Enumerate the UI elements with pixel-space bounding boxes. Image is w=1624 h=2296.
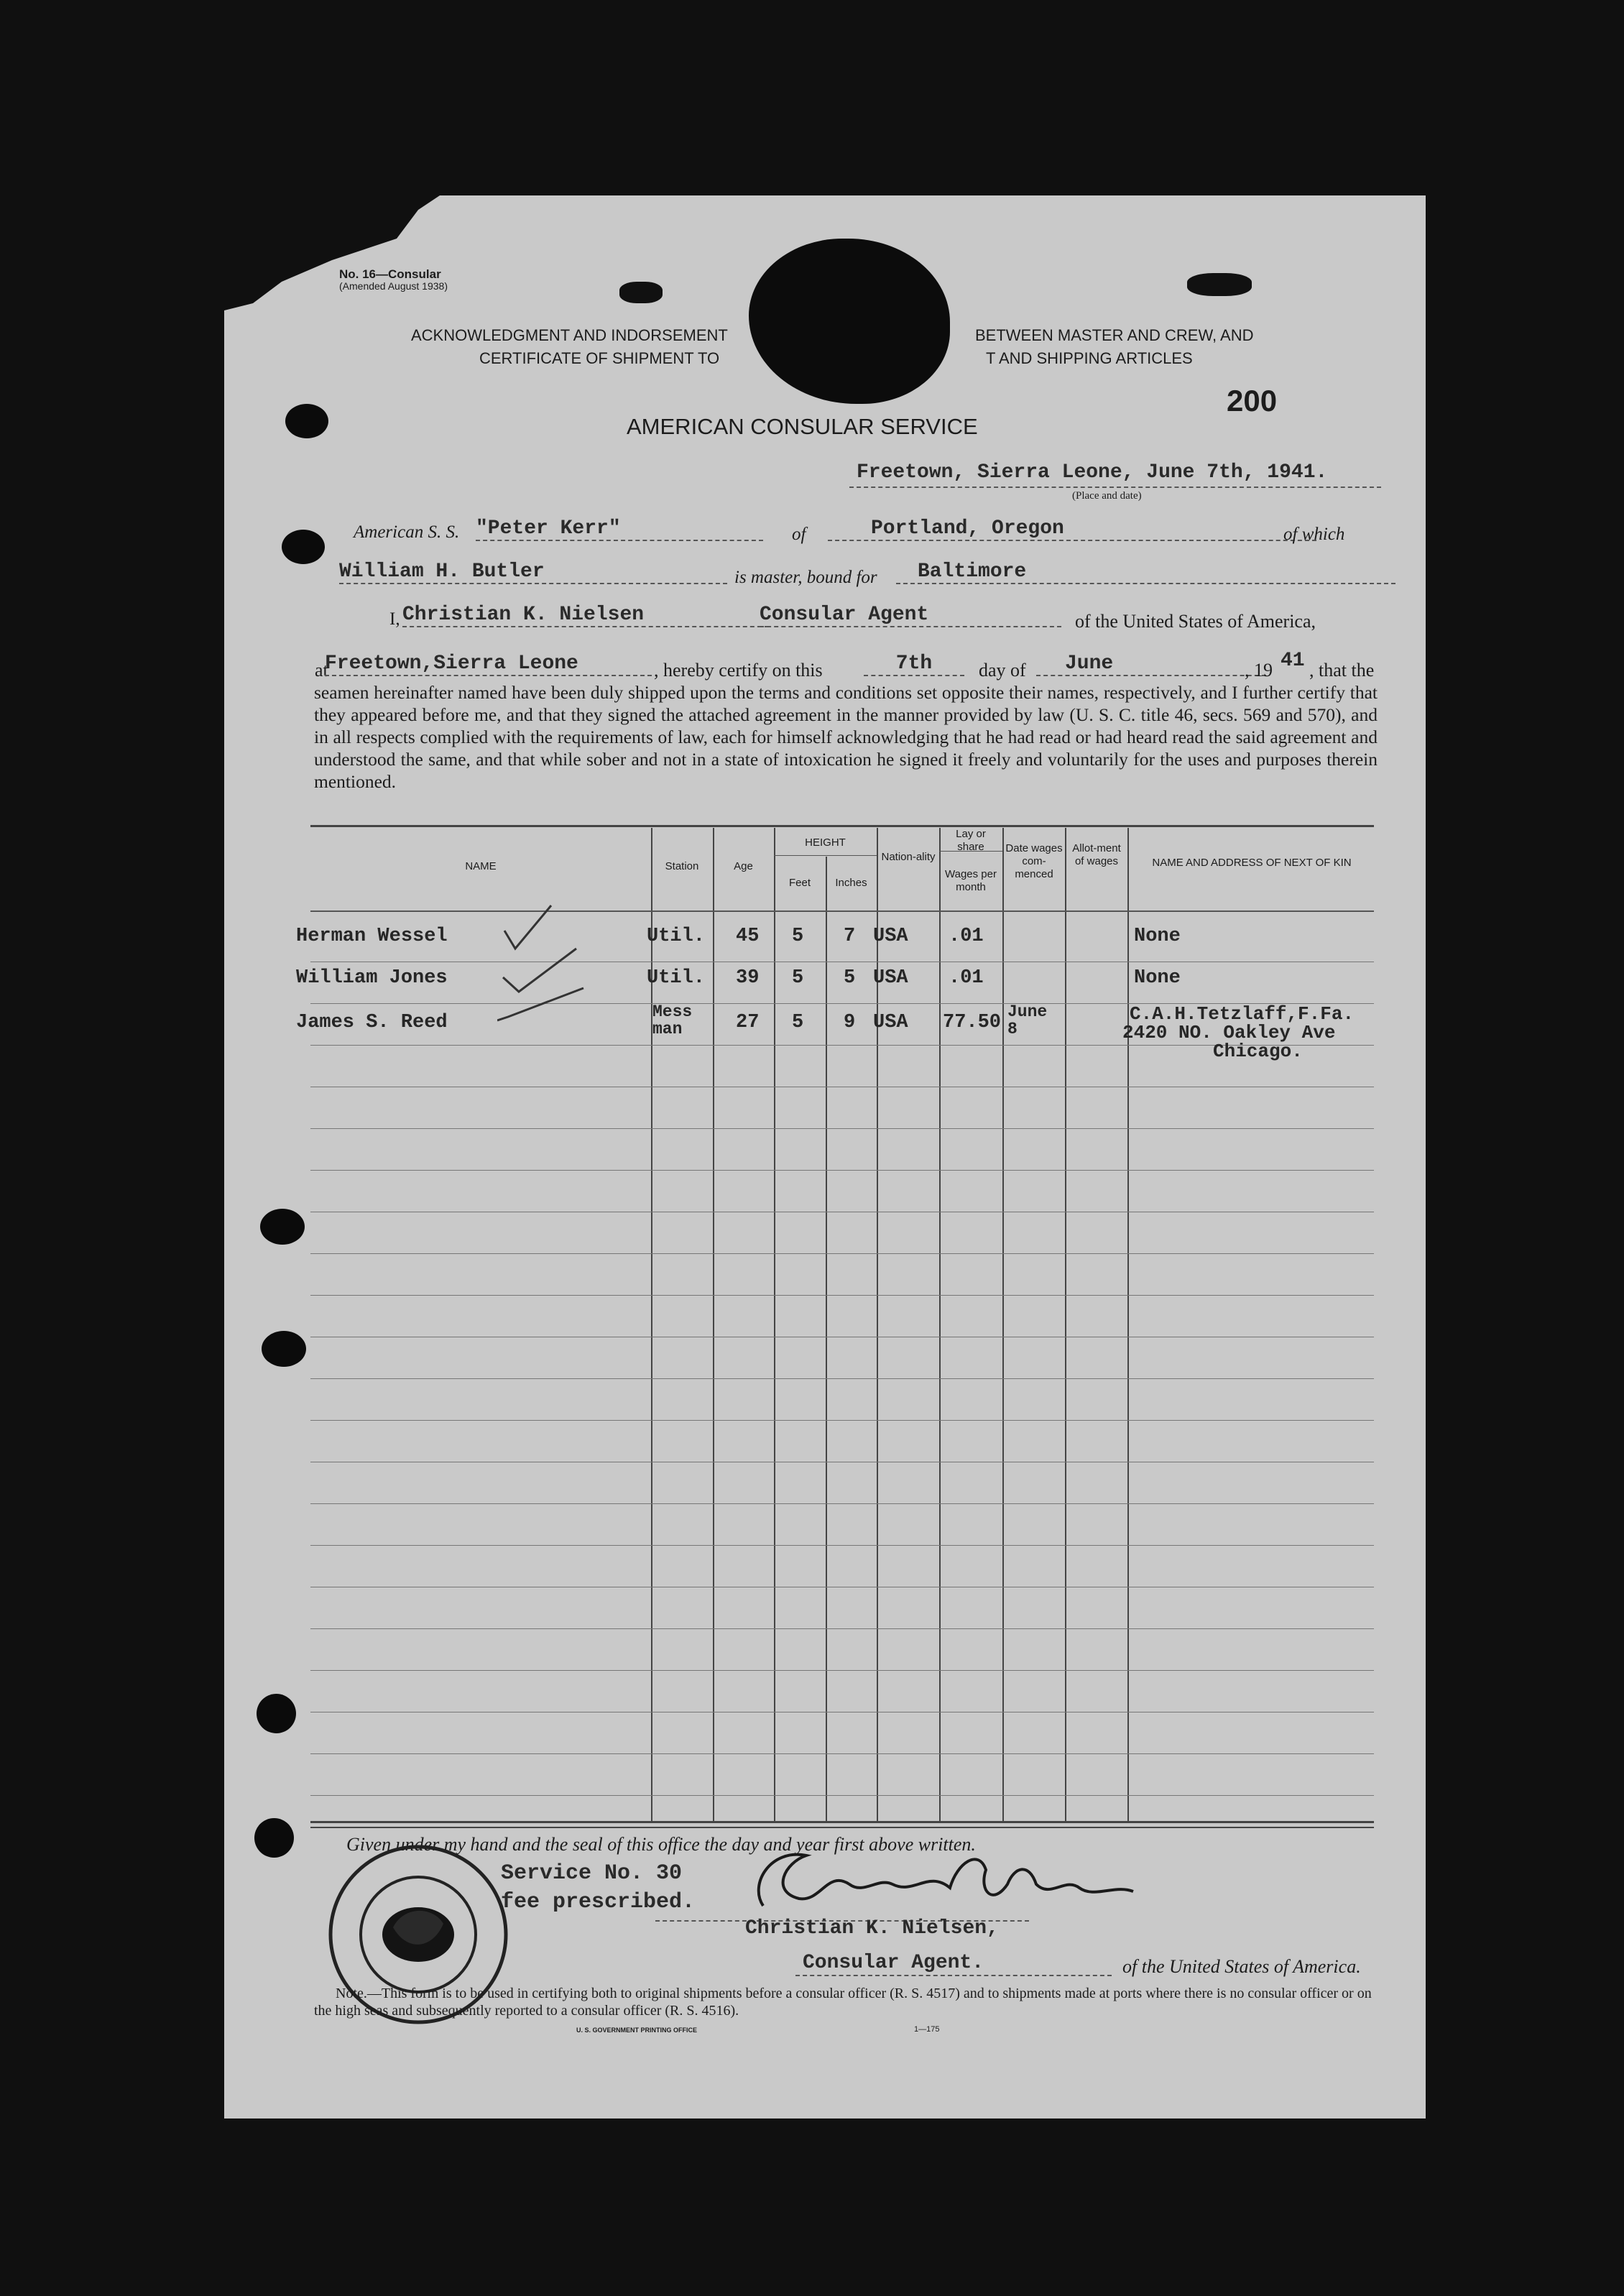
row-line: [310, 1503, 1374, 1504]
hereby-certify: , hereby certify on this: [654, 660, 823, 681]
row-line: [310, 1753, 1374, 1754]
th-next-of-kin: NAME AND ADDRESS OF NEXT OF KIN: [1152, 857, 1352, 869]
ink-blot: [619, 282, 663, 303]
col-divider: [713, 828, 714, 1821]
cell-station: Util.: [647, 926, 706, 947]
cell-nationality: USA: [873, 1012, 908, 1033]
cell-kin: None: [1134, 926, 1181, 947]
torn-corner: [224, 195, 483, 318]
th-station: Station: [665, 860, 699, 872]
header-bottom-rule: [310, 910, 1374, 912]
of-which: of which: [1283, 525, 1345, 544]
service-title: AMERICAN CONSULAR SERVICE: [627, 414, 978, 439]
handwritten-signature: [742, 1841, 1144, 1927]
th-name: NAME: [465, 860, 497, 872]
title-line2-right: T AND SHIPPING ARTICLES: [986, 349, 1193, 367]
row-line: [310, 1253, 1374, 1254]
form-number: No. 16—Consular: [339, 267, 441, 281]
cell-kin-address: 2420 NO. Oakley Ave: [1122, 1022, 1336, 1043]
day-value: 7th: [864, 653, 964, 676]
th-nationality: Nation-ality: [881, 851, 936, 863]
signer-name: Christian K. Nielsen,: [745, 1917, 999, 1940]
vessel-name: "Peter Kerr": [476, 517, 763, 541]
ink-blot: [1187, 273, 1252, 296]
i-label: I,: [389, 609, 400, 629]
row-line: [310, 1128, 1374, 1129]
form-document: [224, 195, 1426, 2119]
cell-name: William Jones: [296, 967, 448, 989]
footer-of-usa: of the United States of America.: [1122, 1956, 1361, 1977]
year-prefix: , 19: [1245, 660, 1273, 681]
binder-hole: [257, 1694, 296, 1733]
destination: Baltimore: [896, 561, 1395, 584]
day-of: day of: [979, 660, 1026, 681]
th-age: Age: [734, 860, 753, 872]
at-place: Freetown,Sierra Leone: [325, 653, 652, 676]
binder-hole: [262, 1331, 306, 1367]
print-code: 1—175: [914, 2025, 940, 2034]
of-label: of: [792, 525, 806, 544]
cell-inches: 5: [844, 967, 856, 989]
month-value: June: [1036, 653, 1266, 676]
cell-name: James S. Reed: [296, 1012, 448, 1033]
binder-hole: [285, 404, 328, 438]
cell-feet: 5: [792, 967, 804, 989]
certification-text: seamen hereinafter named have been duly shipped upon the terms and conditions set opposite their names, respectively, and I further certify that they appeared before me, and that they signed the attached agreement in the manner provided by law (U. S. C. title 46, secs. 569 and 570), and in all respects complied with the requirements of law, each for himself acknowledging that he had read or had heard read the said agreement and understood the same, and that while sober and not in a state of intoxication he signed it freely and voluntarily for the uses and purposes therein mentioned.: [314, 682, 1378, 792]
cell-station: Mess man: [652, 1002, 693, 1038]
year-suffix: 41: [1281, 650, 1305, 672]
ink-blot: [749, 239, 950, 404]
vessel-prefix: American S. S.: [354, 522, 460, 542]
cell-age: 27: [736, 1012, 760, 1033]
home-port: Portland, Oregon: [828, 517, 1316, 541]
title-line2-left: CERTIFICATE OF SHIPMENT TO: [479, 349, 720, 367]
form-amended: (Amended August 1938): [339, 280, 448, 292]
cell-inches: 7: [844, 926, 856, 947]
master-name: William H. Butler: [339, 561, 727, 584]
th-lay-share: Lay or share: [956, 828, 986, 853]
title-line1-right: BETWEEN MASTER AND CREW, AND: [975, 326, 1254, 344]
row-line: [310, 1170, 1374, 1171]
row-line: [310, 1795, 1374, 1796]
fee-prescribed: fee prescribed.: [501, 1890, 696, 1914]
title-rule: [795, 1975, 1112, 1976]
cell-wages: 77.50: [943, 1012, 1002, 1033]
of-usa: of the United States of America,: [1075, 611, 1316, 632]
height-subrule: [774, 855, 877, 856]
cell-kin: None: [1134, 967, 1181, 989]
th-allotment: Allot-ment of wages: [1072, 842, 1121, 867]
row-line: [310, 1670, 1374, 1671]
cell-nationality: USA: [873, 967, 908, 989]
row-line: [310, 1545, 1374, 1546]
col-divider: [1002, 828, 1004, 1821]
check-marks: [497, 891, 670, 1035]
place-date: Freetown, Sierra Leone, June 7th, 1941.: [857, 461, 1328, 484]
binder-hole: [254, 1818, 294, 1858]
cell-station: Util.: [647, 967, 706, 989]
table-bottom-rule: [310, 1827, 1374, 1828]
table-top-rule: [310, 825, 1374, 827]
that-the: , that the: [1309, 660, 1375, 681]
col-divider: [939, 828, 941, 1821]
is-master-label: is master, bound for: [734, 568, 877, 587]
row-line: [310, 1420, 1374, 1421]
col-divider: [1127, 828, 1129, 1821]
officer-name: Christian K. Nielsen: [402, 604, 769, 627]
given-under: Given under my hand and the seal of this office the day and year first above written.: [346, 1834, 976, 1855]
officer-title: Consular Agent: [760, 604, 1061, 627]
th-height: HEIGHT: [805, 836, 846, 849]
cell-age: 45: [736, 926, 760, 947]
binder-hole: [260, 1209, 305, 1245]
footer-note: Note.—This form is to be used in certifying both to original shipments before a consular officer (R. S. 4517) and to shipments made at ports where there is no consular officer or on the high seas and subsequently reported to a consular officer (R. S. 4516).: [314, 1986, 1372, 2019]
cell-wages: .01: [949, 967, 984, 989]
rule: [849, 487, 1381, 488]
cell-kin-city: Chicago.: [1213, 1041, 1303, 1062]
cell-inches: 9: [844, 1012, 856, 1033]
row-line: [310, 1628, 1374, 1629]
table-bottom-rule: [310, 1821, 1374, 1823]
cell-feet: 5: [792, 926, 804, 947]
th-feet: Feet: [788, 877, 811, 889]
cell-name: Herman Wessel: [296, 926, 448, 947]
cell-date: June 8: [1007, 1002, 1048, 1038]
printing-office: U. S. GOVERNMENT PRINTING OFFICE: [576, 2027, 698, 2034]
th-inches: Inches: [835, 877, 867, 889]
cell-kin: C.A.H.Tetzlaff,F.Fa.: [1130, 1003, 1355, 1025]
th-date-commenced: Date wages com-menced: [1005, 842, 1063, 880]
col-divider: [1065, 828, 1066, 1821]
cell-wages: .01: [949, 926, 984, 947]
cell-age: 39: [736, 967, 760, 989]
row-line: [310, 1295, 1374, 1296]
th-wages: Wages per month: [945, 868, 997, 893]
title-line1-left: ACKNOWLEDGMENT AND INDORSEMENT: [411, 326, 728, 344]
signer-title: Consular Agent.: [803, 1952, 984, 1974]
col-divider: [826, 857, 827, 1821]
page-number: 200: [1227, 384, 1278, 418]
binder-hole: [282, 530, 325, 564]
cell-feet: 5: [792, 1012, 804, 1033]
row-line: [310, 1378, 1374, 1379]
cell-nationality: USA: [873, 926, 908, 947]
service-no: Service No. 30: [501, 1861, 683, 1886]
place-date-caption: (Place and date): [1072, 490, 1142, 502]
at-label: at: [315, 660, 328, 681]
col-divider: [774, 828, 775, 1821]
